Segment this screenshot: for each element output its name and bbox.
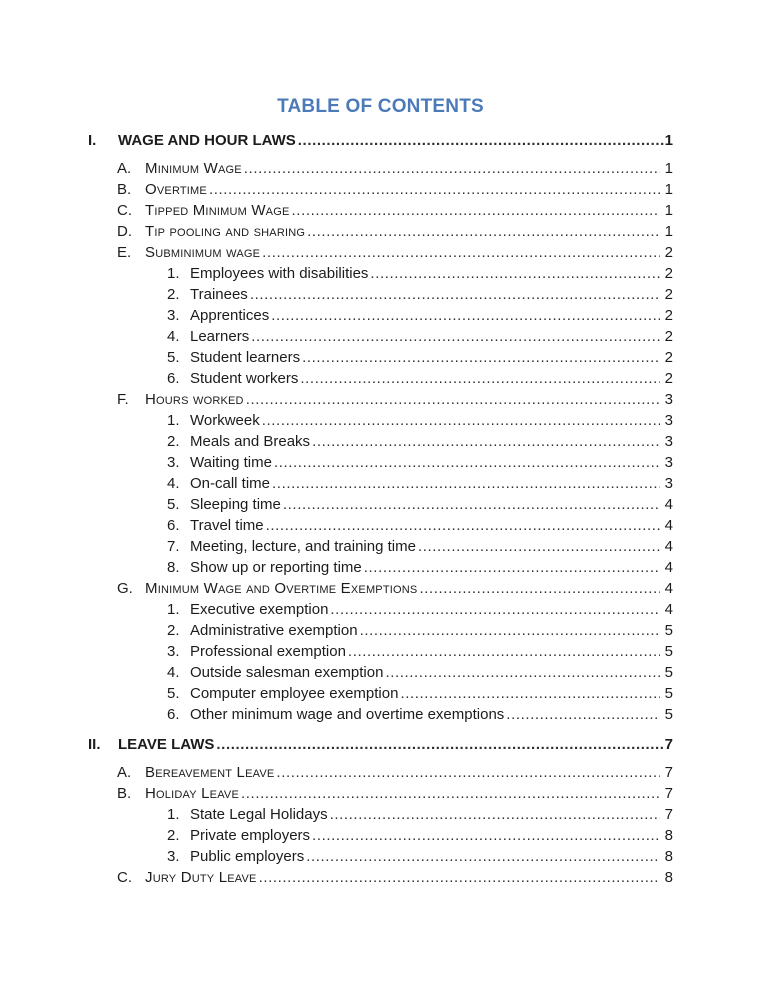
toc-entry[interactable]: [88, 867, 673, 888]
toc-entry[interactable]: [88, 305, 673, 326]
toc-leader-dots: [262, 242, 660, 263]
toc-entry-page: 3: [664, 433, 673, 450]
toc-entry-text: Tipped Minimum Wage: [145, 202, 290, 219]
toc-entry[interactable]: [88, 431, 673, 452]
toc-entry-page: 1: [664, 160, 673, 177]
toc-leader-dots: [364, 557, 660, 578]
toc-leader-dots: [302, 347, 660, 368]
toc-entry[interactable]: [88, 846, 673, 867]
toc-leader-dots: [259, 867, 660, 888]
toc-entry-page: 7: [664, 764, 673, 781]
toc-entry-page: 1: [664, 132, 673, 149]
toc-entry-page: 7: [664, 806, 673, 823]
toc-entry[interactable]: [88, 762, 673, 783]
toc-entry-label: 5.: [167, 685, 180, 702]
toc-entry[interactable]: [88, 783, 673, 804]
toc-entry[interactable]: [88, 242, 673, 263]
toc-entry-text: Computer employee exemption: [190, 685, 399, 702]
toc-entry-text: Subminimum wage: [145, 244, 261, 261]
toc-entry[interactable]: [88, 620, 673, 641]
toc-entry-label: 2.: [167, 827, 180, 844]
toc-leader-dots: [266, 515, 660, 536]
toc-entry-text: Waiting time: [190, 454, 272, 471]
toc-entry-page: 5: [664, 706, 673, 723]
toc-entry[interactable]: [88, 452, 673, 473]
toc-leader-dots: [251, 326, 659, 347]
toc-entry-label: 1.: [167, 412, 180, 429]
table-of-contents: [88, 130, 673, 888]
toc-entry-label: 2.: [167, 433, 180, 450]
toc-entry-label: II.: [88, 736, 101, 753]
toc-entry-label: E.: [117, 244, 132, 261]
toc-entry-text: Executive exemption: [190, 601, 329, 618]
toc-entry[interactable]: [88, 158, 673, 179]
toc-entry-label: 8.: [167, 559, 180, 576]
toc-entry-page: 4: [664, 580, 673, 597]
toc-entry-text: Travel time: [190, 517, 264, 534]
toc-leader-dots: [209, 179, 660, 200]
toc-entry-label: F.: [117, 391, 129, 408]
toc-leader-dots: [276, 762, 659, 783]
toc-entry-page: 2: [664, 244, 673, 261]
toc-entry-text: Student learners: [190, 349, 301, 366]
toc-entry-page: 3: [664, 454, 673, 471]
toc-entry-text: WAGE AND HOUR LAWS: [118, 132, 296, 149]
toc-leader-dots: [274, 452, 660, 473]
toc-entry-page: 2: [664, 286, 673, 303]
toc-entry-page: 2: [664, 307, 673, 324]
toc-leader-dots: [250, 284, 660, 305]
toc-entry[interactable]: [88, 825, 673, 846]
toc-entry-label: 2.: [167, 622, 180, 639]
toc-entry-page: 1: [664, 223, 673, 240]
toc-entry-page: 5: [664, 685, 673, 702]
toc-entry-text: Meals and Breaks: [190, 433, 311, 450]
toc-leader-dots: [292, 200, 660, 221]
toc-entry-text: Other minimum wage and overtime exemptions: [190, 706, 505, 723]
toc-entry-text: Show up or reporting time: [190, 559, 362, 576]
toc-entry-page: 8: [664, 848, 673, 865]
toc-entry[interactable]: [88, 284, 673, 305]
toc-entry-label: C.: [117, 869, 132, 886]
toc-leader-dots: [418, 536, 660, 557]
toc-entry[interactable]: [88, 494, 673, 515]
toc-leader-dots: [312, 825, 660, 846]
toc-entry-label: D.: [117, 223, 132, 240]
toc-entry-label: 1.: [167, 806, 180, 823]
toc-entry-text: Minimum Wage and Overtime Exemptions: [145, 580, 418, 597]
toc-entry-label: 4.: [167, 664, 180, 681]
toc-entry-text: Administrative exemption: [190, 622, 358, 639]
toc-leader-dots: [241, 783, 660, 804]
toc-entry-label: B.: [117, 785, 132, 802]
toc-entry-text: Bereavement Leave: [145, 764, 275, 781]
toc-leader-dots: [330, 599, 659, 620]
toc-entry[interactable]: [88, 536, 673, 557]
toc-entry[interactable]: [88, 410, 673, 431]
toc-entry[interactable]: [88, 326, 673, 347]
toc-entry[interactable]: [88, 804, 673, 825]
toc-entry-page: 2: [664, 370, 673, 387]
toc-entry[interactable]: [88, 599, 673, 620]
toc-entry[interactable]: [88, 734, 673, 755]
toc-entry[interactable]: [88, 263, 673, 284]
toc-entry[interactable]: [88, 221, 673, 242]
toc-entry-text: Professional exemption: [190, 643, 346, 660]
toc-entry-text: Holiday Leave: [145, 785, 240, 802]
toc-entry[interactable]: [88, 704, 673, 725]
toc-entry-text: Hours worked: [145, 391, 244, 408]
toc-entry[interactable]: [88, 641, 673, 662]
toc-entry-label: B.: [117, 181, 132, 198]
toc-entry-label: 3.: [167, 848, 180, 865]
toc-entry-label: 7.: [167, 538, 180, 555]
toc-entry-text: State Legal Holidays: [190, 806, 328, 823]
toc-entry-page: 3: [664, 475, 673, 492]
toc-leader-dots: [244, 158, 660, 179]
toc-leader-dots: [262, 410, 660, 431]
toc-entry-label: 6.: [167, 370, 180, 387]
toc-leader-dots: [246, 389, 660, 410]
toc-entry-page: 5: [664, 622, 673, 639]
toc-entry-text: Minimum Wage: [145, 160, 242, 177]
toc-leader-dots: [271, 305, 659, 326]
toc-entry-page: 2: [664, 349, 673, 366]
toc-entry-text: Meeting, lecture, and training time: [190, 538, 416, 555]
toc-entry-label: I.: [88, 132, 97, 149]
toc-entry-label: C.: [117, 202, 132, 219]
toc-entry-text: Student workers: [190, 370, 299, 387]
toc-entry-text: Overtime: [145, 181, 207, 198]
toc-leader-dots: [370, 263, 659, 284]
toc-entry-text: Learners: [190, 328, 250, 345]
toc-entry-label: 2.: [167, 286, 180, 303]
toc-leader-dots: [385, 662, 659, 683]
toc-entry-page: 4: [664, 559, 673, 576]
toc-leader-dots: [272, 473, 660, 494]
toc-entry-label: 3.: [167, 454, 180, 471]
toc-entry-label: 1.: [167, 265, 180, 282]
toc-entry-label: G.: [117, 580, 133, 597]
toc-entry-text: Apprentices: [190, 307, 270, 324]
toc-entry[interactable]: [88, 557, 673, 578]
toc-entry-label: 4.: [167, 328, 180, 345]
toc-entry[interactable]: [88, 368, 673, 389]
toc-leader-dots: [307, 221, 660, 242]
toc-entry-page: 4: [664, 517, 673, 534]
toc-leader-dots: [360, 620, 660, 641]
toc-entry-label: 3.: [167, 307, 180, 324]
toc-entry-text: Workweek: [190, 412, 260, 429]
toc-entry-label: 1.: [167, 601, 180, 618]
toc-entry-label: 6.: [167, 517, 180, 534]
toc-entry-text: Trainees: [190, 286, 248, 303]
toc-entry-label: 4.: [167, 475, 180, 492]
toc-entry-page: 2: [664, 265, 673, 282]
toc-entry-label: A.: [117, 764, 132, 781]
toc-entry-page: 3: [664, 412, 673, 429]
toc-entry-text: Tip pooling and sharing: [145, 223, 306, 240]
toc-entry-label: 3.: [167, 643, 180, 660]
toc-entry-text: Outside salesman exemption: [190, 664, 384, 681]
page-title: TABLE OF CONTENTS: [277, 96, 484, 117]
toc-leader-dots: [419, 578, 659, 599]
toc-leader-dots: [506, 704, 659, 725]
toc-entry-page: 8: [664, 869, 673, 886]
toc-entry-page: 1: [664, 181, 673, 198]
toc-entry-text: Jury Duty Leave: [145, 869, 257, 886]
toc-entry-text: LEAVE LAWS: [118, 736, 215, 753]
toc-leader-dots: [216, 734, 664, 755]
toc-leader-dots: [306, 846, 659, 867]
toc-leader-dots: [283, 494, 660, 515]
toc-entry[interactable]: [88, 130, 673, 151]
toc-entry-page: 7: [664, 736, 673, 753]
toc-leader-dots: [330, 804, 660, 825]
toc-entry-text: Private employers: [190, 827, 311, 844]
toc-leader-dots: [298, 130, 665, 151]
toc-entry-label: 6.: [167, 706, 180, 723]
toc-leader-dots: [348, 641, 660, 662]
toc-entry-text: Sleeping time: [190, 496, 281, 513]
toc-entry-text: Employees with disabilities: [190, 265, 369, 282]
toc-entry-label: 5.: [167, 496, 180, 513]
toc-entry-page: 8: [664, 827, 673, 844]
toc-entry-page: 4: [664, 601, 673, 618]
toc-entry[interactable]: [88, 578, 673, 599]
toc-entry-label: 5.: [167, 349, 180, 366]
toc-entry[interactable]: [88, 683, 673, 704]
toc-entry[interactable]: [88, 179, 673, 200]
toc-entry-page: 5: [664, 643, 673, 660]
toc-entry[interactable]: [88, 473, 673, 494]
toc-leader-dots: [300, 368, 659, 389]
toc-entry[interactable]: [88, 389, 673, 410]
toc-entry[interactable]: [88, 662, 673, 683]
toc-entry-page: 5: [664, 664, 673, 681]
toc-leader-dots: [312, 431, 660, 452]
toc-entry-page: 3: [664, 391, 673, 408]
toc-entry-label: A.: [117, 160, 132, 177]
toc-entry[interactable]: [88, 200, 673, 221]
toc-leader-dots: [400, 683, 659, 704]
toc-entry-page: 7: [664, 785, 673, 802]
toc-entry-page: 4: [664, 538, 673, 555]
toc-entry[interactable]: [88, 515, 673, 536]
toc-entry-page: 4: [664, 496, 673, 513]
toc-entry-page: 1: [664, 202, 673, 219]
toc-entry[interactable]: [88, 347, 673, 368]
toc-entry-text: On-call time: [190, 475, 271, 492]
toc-entry-page: 2: [664, 328, 673, 345]
toc-entry-text: Public employers: [190, 848, 305, 865]
